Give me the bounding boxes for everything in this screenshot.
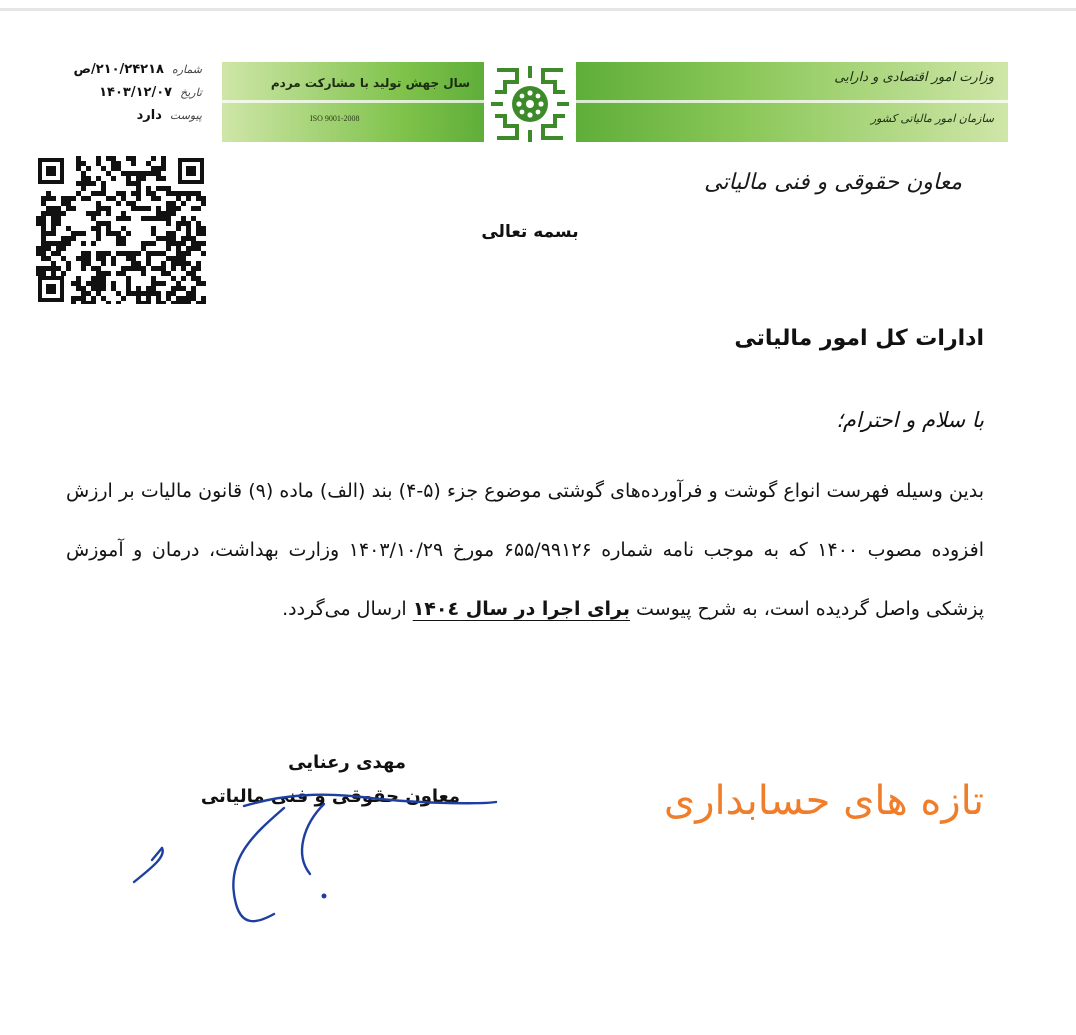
signer-title: معاون حقوقی و فنی مالیاتی	[200, 786, 460, 807]
iso-certificate-text: ISO 9001-2008	[310, 114, 360, 123]
ministry-name: وزارت امور اقتصادی و دارایی	[834, 70, 994, 85]
qr-code-icon	[36, 156, 206, 304]
body-emphasis: برای اجرا در سال ۱۴۰٤	[412, 598, 630, 620]
basmala: بسمه تعالی	[481, 222, 579, 242]
letter-date: ۱۴۰۳/۱۲/۰۷	[99, 85, 173, 100]
page-top-border	[0, 8, 1076, 11]
band-divider	[576, 100, 1008, 103]
tax-organization-emblem-icon	[487, 62, 573, 146]
addressee: ادارات کل امور مالیاتی	[734, 326, 984, 351]
number-label: شماره	[171, 63, 202, 76]
header-ministry-band	[576, 62, 1008, 142]
header-slogan-band	[222, 62, 484, 142]
issuer-title: معاون حقوقی و فنی مالیاتی	[704, 170, 962, 195]
organization-name: سازمان امور مالیاتی کشور	[870, 112, 994, 125]
date-label: تاریخ	[180, 86, 202, 99]
band-divider	[222, 100, 484, 103]
letter-meta	[36, 58, 202, 127]
body-text-after: ارسال می‌گردد.	[282, 598, 407, 620]
signer-name: مهدی رعنایی	[288, 752, 406, 773]
attachment-label: پیوست	[169, 109, 202, 122]
handwritten-signature-icon	[124, 764, 524, 934]
meta-date-row	[36, 81, 202, 104]
body-text-before: بدین وسیله فهرست انواع گوشت و فرآورده‌های گوشتی موضوع جزء (۵-۴) بند (الف) ماده (۹) قانون مالیات بر ارزش افزوده مصوب ۱۴۰۰ که به موجب نامه شماره ۶۵۵/۹۹۱۲۶ مورخ ۱۴۰۳/۱۰/۲۹ وزارت بهداشت، درمان و آموزش پزشکی واصل گردیده است، به شرح پیوست	[66, 480, 984, 620]
watermark-text: تازه های حسابداری	[663, 778, 984, 824]
meta-number-row	[36, 58, 202, 81]
attachment-value: دارد	[136, 108, 162, 123]
meta-attachment-row	[36, 104, 202, 127]
slogan-text: سال جهش تولید با مشارکت مردم	[270, 76, 470, 90]
greeting: با سلام و احترام؛	[836, 408, 984, 432]
letter-number: ۲۱۰/۲۴۲۱۸/ص	[73, 62, 164, 77]
letter-body	[66, 462, 984, 639]
